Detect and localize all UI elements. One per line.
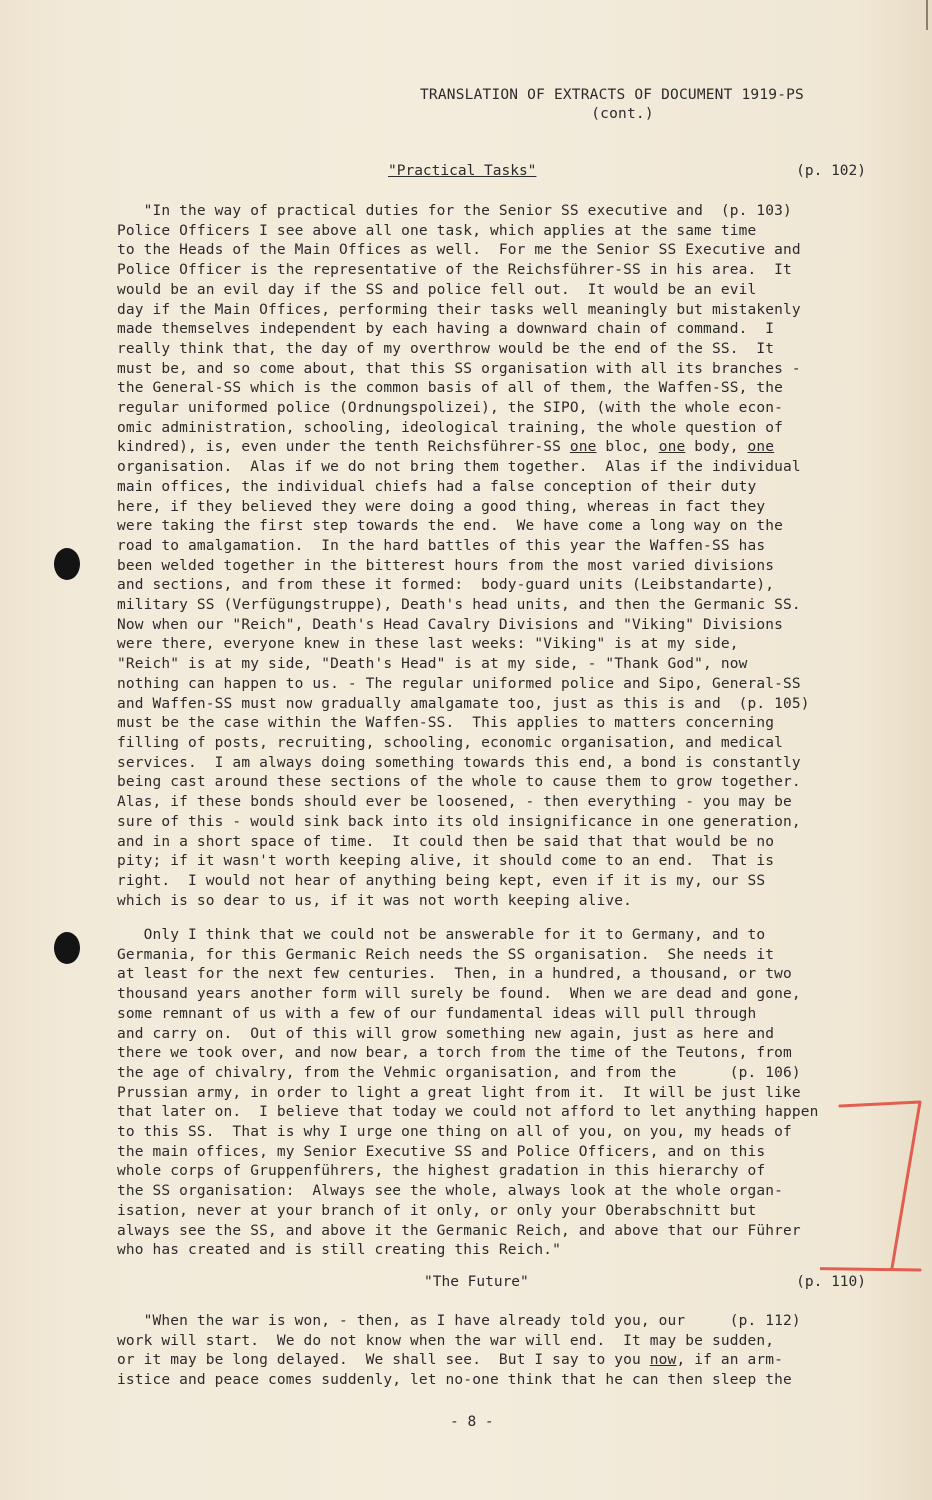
text-line: to this SS. That is why I urge one thing on all of you, on you, my heads of bbox=[117, 1124, 792, 1141]
punch-hole-upper bbox=[54, 548, 80, 580]
text-line: services. I am always doing something towards this end, a bond is constantly bbox=[117, 754, 801, 771]
text-line: must be the case within the Waffen-SS. This applies to matters concerning bbox=[117, 715, 775, 732]
text-line: to the Heads of the Main Offices as well. For me the Senior SS Executive and bbox=[117, 242, 801, 259]
text-line: been welded together in the bitterest hours from the most varied divisions bbox=[117, 557, 775, 574]
text-line: omic administration, schooling, ideological training, the whole question of bbox=[117, 419, 783, 436]
punch-hole-lower bbox=[54, 932, 80, 964]
text-line: being cast around these sections of the whole to cause them to grow together. bbox=[117, 774, 801, 791]
text-line: filling of posts, recruiting, schooling, economic organisation, and medical bbox=[117, 734, 783, 751]
section-title: "Practical Tasks" bbox=[388, 163, 537, 179]
text-line: "In the way of practical duties for the Senior SS executive and (p. 103) bbox=[117, 203, 792, 219]
page-number: - 8 - bbox=[450, 1414, 494, 1430]
underlined-word: one bbox=[569, 439, 597, 456]
section-title: "The Future" bbox=[424, 1274, 529, 1290]
text-line: work will start. We do not know when the war will end. It may be sudden, bbox=[117, 1332, 775, 1349]
paragraph-1 bbox=[117, 202, 877, 911]
text-line: sure of this - would sink back into its old insignificance in one generation, bbox=[117, 813, 801, 830]
text-line: pity; if it wasn't worth keeping alive, it should come to an end. That is bbox=[117, 853, 775, 870]
text-line: there we took over, and now bear, a torch from the time of the Teutons, from bbox=[117, 1045, 792, 1062]
text-line: and carry on. Out of this will grow something new again, just as here and bbox=[117, 1025, 775, 1042]
text-line: istice and peace comes suddenly, let no-one think that he can then sleep the bbox=[117, 1372, 792, 1389]
text-line: Alas, if these bonds should ever be loosened, - then everything - you may be bbox=[117, 794, 792, 811]
text-line: Prussian army, in order to light a great light from it. It will be just like bbox=[117, 1084, 801, 1101]
text-line: whole corps of Gruppenführers, the highest gradation in this hierarchy of bbox=[117, 1163, 766, 1180]
text-line: Police Officer is the representative of the Reichsführer-SS in his area. It bbox=[117, 262, 792, 279]
text-line: the age of chivalry, from the Vehmic organisation, and from the (p. 106) bbox=[117, 1064, 801, 1081]
text-line: and sections, and from these it formed: body-guard units (Leibstandarte), bbox=[117, 577, 775, 594]
text-fragment: body, bbox=[685, 439, 748, 456]
text-line: main offices, the individual chiefs had a false conception of their duty bbox=[117, 478, 757, 495]
text-line: nothing can happen to us. - The regular uniformed police and Sipo, General-SS bbox=[117, 675, 801, 692]
paragraph-2 bbox=[117, 926, 877, 1261]
text-line: Only I think that we could not be answerable for it to Germany, and to bbox=[117, 927, 766, 943]
section-heading-the-future bbox=[180, 1274, 866, 1294]
text-line: were taking the first step towards the end. We have come a long way on the bbox=[117, 518, 783, 535]
section-heading-practical-tasks bbox=[180, 163, 866, 183]
red-pencil-mark bbox=[820, 1100, 930, 1280]
text-line: here, if they believed they were doing a good thing, whereas in fact they bbox=[117, 498, 766, 515]
text-line: road to amalgamation. In the hard battles of this year the Waffen-SS has bbox=[117, 537, 766, 554]
document-header bbox=[420, 86, 850, 124]
text-line: always see the SS, and above it the Germanic Reich, and above that our Führer bbox=[117, 1222, 801, 1239]
text-line: must be, and so come about, that this SS organisation with all its branches - bbox=[117, 360, 801, 377]
text-line: military SS (Verfügungstruppe), Death's head units, and then the Germanic SS. bbox=[117, 597, 801, 614]
paragraph-3 bbox=[117, 1312, 877, 1391]
text-line: really think that, the day of my overthrow would be the end of the SS. It bbox=[117, 340, 775, 357]
text-line: at least for the next few centuries. Then, in a hundred, a thousand, or two bbox=[117, 966, 792, 983]
text-line: thousand years another form will surely be found. When we are dead and gone, bbox=[117, 986, 801, 1003]
text-line: regular uniformed police (Ordnungspolizei), the SIPO, (with the whole econ- bbox=[117, 400, 783, 417]
text-line: and Waffen-SS must now gradually amalgamate too, just as this is and (p. 105) bbox=[117, 695, 810, 712]
header-title: TRANSLATION OF EXTRACTS OF DOCUMENT 1919-PS bbox=[420, 87, 804, 103]
edge-mark bbox=[926, 0, 928, 30]
text-line: "When the war is won, - then, as I have already told you, our (p. 112) bbox=[117, 1313, 801, 1329]
underlined-word: one bbox=[747, 439, 775, 456]
text-line: and in a short space of time. It could then be said that that would be no bbox=[117, 833, 775, 850]
underlined-word: now bbox=[649, 1352, 677, 1369]
text-fragment: , if an arm- bbox=[676, 1352, 783, 1369]
text-line: that later on. I believe that today we could not afford to let anything happen bbox=[117, 1104, 819, 1121]
text-line: day if the Main Offices, performing their tasks well meaningly but mistakenly bbox=[117, 301, 801, 318]
section-page-ref: (p. 110) bbox=[796, 1274, 866, 1290]
text-line: Now when our "Reich", Death's Head Cavalry Divisions and "Viking" Divisions bbox=[117, 616, 783, 633]
text-line: who has created and is still creating this Reich." bbox=[117, 1242, 561, 1259]
text-line: which is so dear to us, if it was not worth keeping alive. bbox=[117, 892, 633, 909]
text-line: were there, everyone knew in these last weeks: "Viking" is at my side, bbox=[117, 636, 739, 653]
text-line: the SS organisation: Always see the whole, always look at the whole organ- bbox=[117, 1183, 783, 1200]
text-line: "Reich" is at my side, "Death's Head" is at my side, - "Thank God", now bbox=[117, 656, 748, 673]
text-line: Germania, for this Germanic Reich needs the SS organisation. She needs it bbox=[117, 946, 775, 963]
section-page-ref: (p. 102) bbox=[796, 163, 866, 179]
header-cont: (cont.) bbox=[591, 106, 654, 122]
text-line: the General-SS which is the common basis of all of them, the Waffen-SS, the bbox=[117, 380, 783, 397]
text-fragment: bloc, bbox=[596, 439, 659, 456]
text-line: isation, never at your branch of it only, or only your Oberabschnitt but bbox=[117, 1202, 757, 1219]
text-line: the main offices, my Senior Executive SS and Police Officers, and on this bbox=[117, 1143, 766, 1160]
underlined-word: one bbox=[658, 439, 686, 456]
text-line: right. I would not hear of anything being kept, even if it is my, our SS bbox=[117, 872, 766, 889]
text-line: kindred), is, even under the tenth Reichsführer-SS bbox=[117, 439, 570, 456]
text-line: organisation. Alas if we do not bring them together. Alas if the individual bbox=[117, 459, 801, 476]
text-line: would be an evil day if the SS and police fell out. It would be an evil bbox=[117, 281, 757, 298]
text-line: Police Officers I see above all one task, which applies at the same time bbox=[117, 222, 757, 239]
text-line: some remnant of us with a few of our fundamental ideas will pull through bbox=[117, 1005, 757, 1022]
text-line: made themselves independent by each having a downward chain of command. I bbox=[117, 321, 775, 338]
text-line: or it may be long delayed. We shall see. But I say to you bbox=[117, 1352, 650, 1369]
